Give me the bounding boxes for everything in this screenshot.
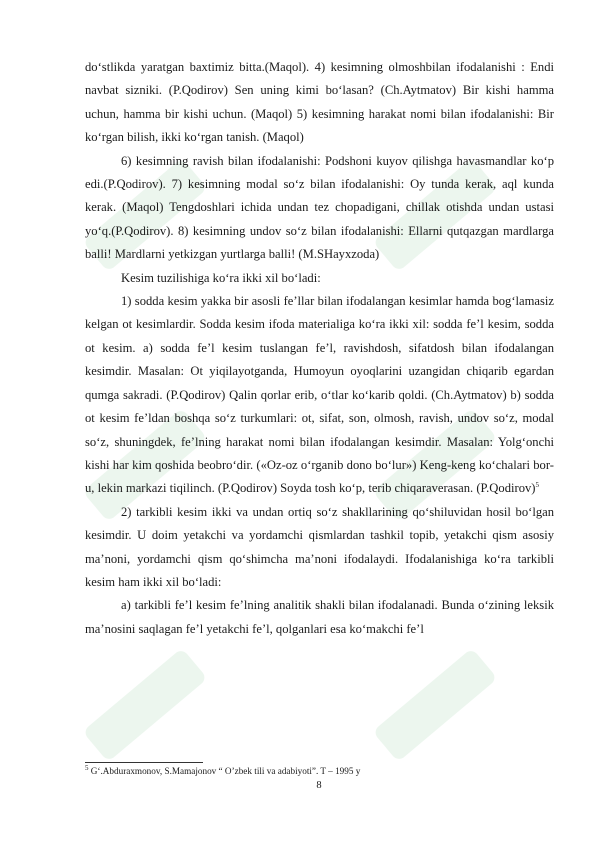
- footnote: [85, 765, 554, 777]
- watermark-logo: [360, 630, 510, 780]
- paragraph: a) tarkibli fe’l kesim fe’lning analitik shakli bilan ifodalanadi. Bunda o‘zining leksik ma’nosini saqlagan fe’l yetakchi fe’l, qolganlari esa ko‘makchi fe’l: [85, 598, 554, 636]
- page-number: 8: [316, 780, 322, 791]
- paragraph: Kesim tuzilishiga ko‘ra ikki xil bo‘ladi:: [121, 270, 321, 285]
- footnote-separator: [85, 762, 203, 763]
- document-body: [85, 56, 554, 641]
- paragraph-text: 1) sodda kesim yakka bir asosli fe’llar bilan ifodalangan kesimlar hamda bog‘lamasiz kelgan ot kesimlardir. Sodda kesim ifoda materialiga ko‘ra ikki xil: sodda fe’l kesim, sodda ot kesim. a) sodda fe’l kesim tuslangan fe’l, ravishdosh, sifatdosh bilan ifodalangan kesimdir. Masalan: Ot yiqilayotganda, Humoyun oyoqlarini uzangidan chiqarib egardan qumga sakradi. (P.Qodirov) Qalin qorlar erib, o‘tlar ko‘karib qoldi. (Ch.Aytmatov) b) sodda ot kesim fe’ldan boshqa so‘z turkumlari: ot, sifat, son, olmosh, ravish, undov so‘z, modal so‘z, shuningdek, fe’lning harakat nomi bilan ifodalangan kesimdir. Masalan: Yolg‘onchi kishi har kim qoshida beobro‘dir. («Oz-oz o‘rganib dono bo‘lur») Keng-keng ko‘chalari bor-u, lekin markazi tiqilinch. (P.Qodirov) Soyda tosh ko‘p, terib chiqaraverasan. (P.Qodirov): [85, 294, 554, 496]
- paragraph: [85, 290, 554, 501]
- footnote-marker: 5: [85, 763, 89, 772]
- paragraph: do‘stlikda yaratgan baxtimiz bitta.(Maqol). 4) kesimning olmoshbilan ifodalanishi : Endi navbat sizniki. (P.Qodirov) Sen uning kimi bo‘lasan? (Ch.Aytmatov) Bir kishi hamma uchun, hamma bir kishi uchun. (Maqol) 5) kesimning harakat nomi bilan ifodalanishi: Bir ko‘rgan bilish, ikki ko‘rgan tanish. (Maqol): [85, 60, 554, 145]
- footnote-text: G‘.Abduraxmonov, S.Mamajonov “ O’zbek tili va adabiyoti”. T – 1995 y: [88, 766, 361, 776]
- footnote-reference[interactable]: 5: [535, 481, 539, 490]
- paragraph: 6) kesimning ravish bilan ifodalanishi: Podshoni kuyov qilishga havasmandlar ko‘p edi.(P.Qodirov). 7) kesimning modal so‘z bilan ifodalanishi: Oy tunda kerak, aql kunda kerak. (Maqol) Tengdoshlari ichida undan tez chopadigani, chillak otishda undan ustasi yo‘q.(P.Qodirov). 8) kesimning undov so‘z bilan ifodalanishi: Ellarni qutqazgan mardlarga balli! Mardlarni yetkizgan yurtlarga balli! (M.SHayxzoda): [85, 153, 554, 262]
- watermark-logo: [70, 630, 220, 780]
- paragraph: 2) tarkibli kesim ikki va undan ortiq so‘z shakllarining qo‘shiluvidan hosil bo‘lgan kesimdir. U doim yetakchi va yordamchi qismlardan tashkil topib, yetakchi qism asosiy ma’noni, yordamchi qism qo‘shimcha ma’noni ifodalaydi. Ifodalanishiga ko‘ra tarkibli kesim ham ikki xil bo‘ladi:: [85, 504, 554, 589]
